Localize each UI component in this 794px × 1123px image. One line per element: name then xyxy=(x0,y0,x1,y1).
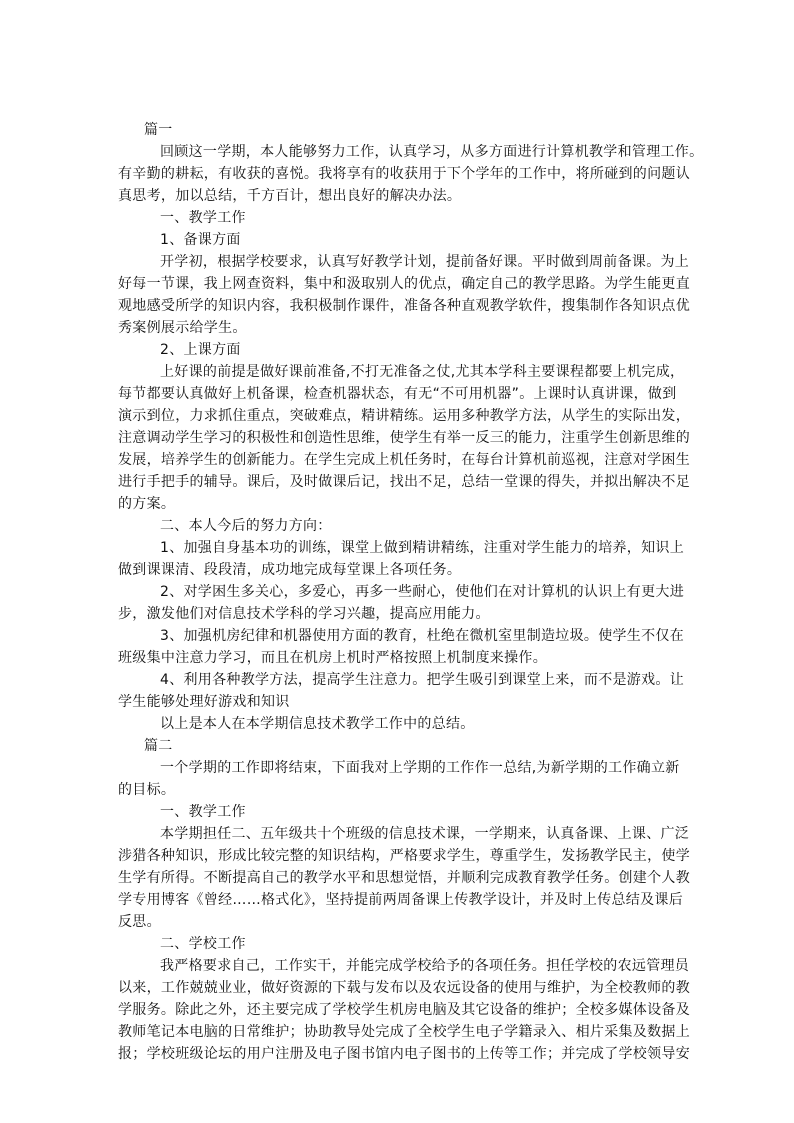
document-body xyxy=(118,119,704,1065)
text-line: 2、对学困生多关心，多爱心，再多一些耐心，使他们在对计算机的认识上有更大进 xyxy=(160,584,685,600)
text-line: 开学初，根据学校要求，认真写好教学计划，提前备好课。平时做到周前备课。为上 xyxy=(160,254,690,270)
text-line: 1、加强自身基本功的训练，课堂上做到精讲精练，注重对学生能力的培养，知识上 xyxy=(160,540,685,556)
text-line: 发展，培养学生的创新能力。在学生完成上机任务时，在每台计算机前巡视，注意对学困生 xyxy=(118,452,690,468)
text-line: 涉猎各种知识，形成比较完整的知识结构，严格要求学生，尊重学生，发扬教学民主，使学 xyxy=(118,848,690,864)
text-line: 2、上课方面 xyxy=(160,342,241,358)
text-line: 本学期担任二、五年级共十个班级的信息技术课，一学期来，认真备课、上课、广泛 xyxy=(160,826,690,842)
text-line: 篇二 xyxy=(144,738,173,754)
text-line: 观地感受所学的知识内容，我积极制作课件，准备各种直观教学软件，搜集制作各知识点优 xyxy=(118,298,690,314)
text-line: 步，激发他们对信息技术学科的学习兴趣，提高应用能力。 xyxy=(118,606,490,622)
text-line: 真思考，加以总结，千方百计，想出良好的解决办法。 xyxy=(118,188,462,204)
document-page xyxy=(118,119,704,1065)
text-line: 每节都要认真做好上机备课，检查机器状态，有无“不可用机器”。上课时认真讲课，做到 xyxy=(118,386,677,402)
text-line: 好每一节课，我上网查资料，集中和汲取别人的优点，确定自己的教学思路。为学生能更直 xyxy=(118,276,690,292)
text-line: 4、利用各种教学方法，提高学生注意力。把学生吸引到课堂上来，而不是游戏。让 xyxy=(160,672,685,688)
text-line: 二、本人今后的努力方向： xyxy=(160,518,332,534)
text-line: 一、教学工作 xyxy=(160,804,246,820)
text-line: 学服务。除此之外，还主要完成了学校学生机房电脑及其它设备的维护；全校多媒体设备及 xyxy=(118,1002,690,1018)
text-line: 进行手把手的辅导。课后，及时做课后记，找出不足，总结一堂课的得失，并拟出解决不足 xyxy=(118,474,690,490)
text-line: 秀案例展示给学生。 xyxy=(118,320,247,336)
text-line: 以来，工作兢兢业业，做好资源的下载与发布以及农远设备的使用与维护，为全校教师的教 xyxy=(118,980,690,996)
text-line: 上好课的前提是做好课前准备,不打无准备之仗,尤其本学科主要课程都要上机完成， xyxy=(160,364,685,380)
text-line: 我严格要求自己，工作实干，并能完成学校给予的各项任务。担任学校的农远管理员 xyxy=(160,958,690,974)
text-line: 有辛勤的耕耘，有收获的喜悦。我将享有的收获用于下个学年的工作中，将所碰到的问题认 xyxy=(118,166,690,182)
text-line: 回顾这一学期，本人能够努力工作，认真学习，从多方面进行计算机教学和管理工作。 xyxy=(160,144,704,160)
text-line: 篇一 xyxy=(144,122,173,138)
text-line: 教师笔记本电脑的日常维护；协助教导处完成了全校学生电子学籍录入、相片采集及数据上 xyxy=(118,1024,690,1040)
text-line: 做到课课清、段段清，成功地完成每堂课上各项任务。 xyxy=(118,562,462,578)
text-line: 一个学期的工作即将结束，下面我对上学期的工作作一总结,为新学期的工作确立新 xyxy=(160,760,680,776)
text-line: 二、学校工作 xyxy=(160,936,246,952)
text-line: 班级集中注意力学习，而且在机房上机时严格按照上机制度来操作。 xyxy=(118,650,547,666)
text-line: 学专用博客《曾经……格式化》，坚持提前两周备课上传教学设计，并及时上传总结及课后 xyxy=(118,892,683,908)
text-line: 注意调动学生学习的积极性和创造性思维，使学生有举一反三的能力，注重学生创新思维的 xyxy=(118,430,690,446)
text-line: 以上是本人在本学期信息技术教学工作中的总结。 xyxy=(160,716,475,732)
text-line: 学生能够处理好游戏和知识 xyxy=(118,694,290,710)
text-line: 的目标。 xyxy=(118,782,176,798)
text-line: 生学有所得。不断提高自己的教学水平和思想觉悟，并顺利完成教育教学任务。创建个人教 xyxy=(118,870,690,886)
text-line: 反思。 xyxy=(118,914,161,930)
text-line: 1、备课方面 xyxy=(160,232,241,248)
text-line: 一、教学工作 xyxy=(160,210,246,226)
text-line: 演示到位，力求抓住重点，突破难点，精讲精练。运用多种教学方法，从学生的实际出发， xyxy=(118,408,690,424)
text-line: 3、加强机房纪律和机器使用方面的教育，杜绝在微机室里制造垃圾。使学生不仅在 xyxy=(160,628,685,644)
text-line: 的方案。 xyxy=(118,496,176,512)
text-line: 报；学校班级论坛的用户注册及电子图书馆内电子图书的上传等工作；并完成了学校领导安 xyxy=(118,1046,690,1062)
